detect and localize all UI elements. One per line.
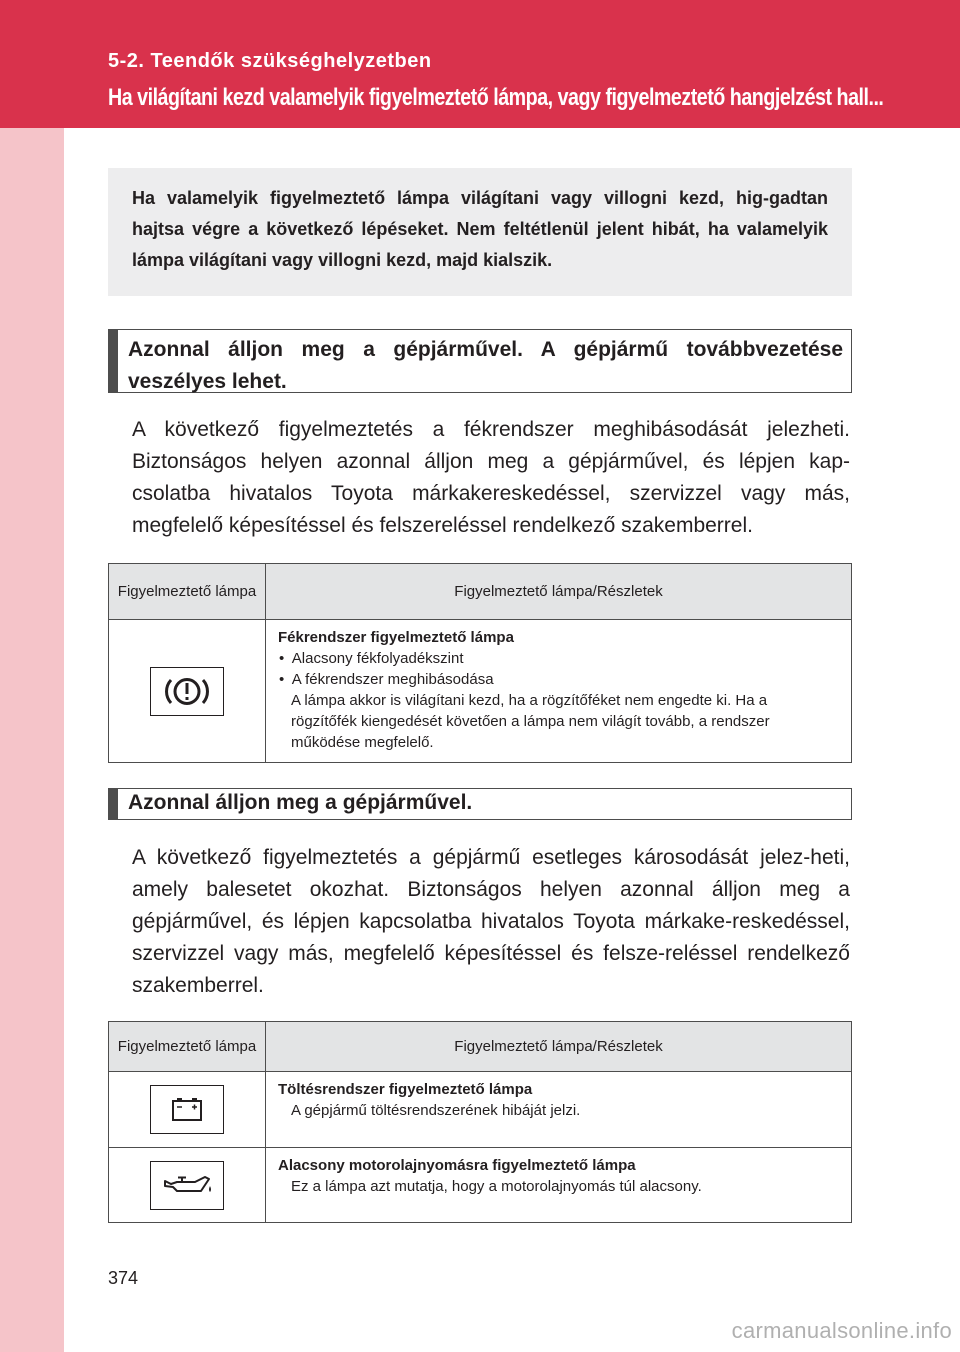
icon-cell	[109, 620, 266, 763]
column-header-lamp: Figyelmeztető lámpa	[109, 1022, 266, 1072]
column-header-details: Figyelmeztető lámpa/Részletek	[266, 1022, 852, 1072]
table-header-row	[109, 1022, 852, 1072]
detail-cell	[266, 1148, 852, 1223]
lamp-description: A gépjármű töltésrendszerének hibáját jelzi.	[291, 1102, 581, 1119]
page-header	[0, 0, 960, 128]
table-row	[109, 1148, 852, 1223]
brake-warning-icon	[150, 667, 224, 716]
detail-cell	[266, 1072, 852, 1148]
oil-pressure-icon	[150, 1161, 224, 1210]
detail-cell	[266, 620, 852, 763]
intro-box	[108, 168, 852, 296]
brake-warning-table	[108, 563, 852, 763]
lamp-description: Ez a lámpa azt mutatja, hogy a motorolajnyomás túl alacsony.	[291, 1178, 702, 1195]
section2-body: A következő figyelmeztetés a gépjármű esetleges károsodását jelez-heti, amely balesetet okozhat. Biztonságos helyen azonnal álljon meg a gépjárművel, és lépjen kapcsolatba hivatalos Toyota márkake-reskedéssel, szervizzel vagy más, megfelelő képesítéssel és felsze-reléssel rendelkező szakemberrel.	[132, 846, 850, 997]
lamp-title: Alacsony motorolajnyomásra figyelmeztető lámpa	[278, 1157, 636, 1174]
lamp-title: Fékrendszer figyelmeztető lámpa	[278, 629, 514, 646]
intro-text: Ha valamelyik figyelmeztető lámpa világítani vagy villogni kezd, hig-gadtan hajtsa végre a következő lépéseket. Nem feltétlenül jelent hibát, ha valamelyik lámpa világítani vagy villogni kezd, majd kialszik.	[132, 188, 828, 270]
table-row	[109, 1072, 852, 1148]
watermark: carmanualsonline.info	[731, 1318, 952, 1343]
list-item: • A fékrendszer meghibásodása	[279, 671, 494, 688]
icon-cell	[109, 1148, 266, 1223]
table-row	[109, 620, 852, 763]
left-margin-band	[0, 0, 64, 1352]
list-item: • Alacsony fékfolyadékszint	[279, 650, 464, 667]
section1-body: A következő figyelmeztetés a fékrendszer meghibásodását jelezheti. Biztonságos helyen azonnal álljon meg a gépjárművel, és lépjen kap-csolatba hivatalos Toyota márkakereskedéssel, szervizzel vagy más, megfelelő képesítéssel és felszereléssel rendelkező szakemberrel.	[132, 418, 850, 537]
section2-heading: Azonnal álljon meg a gépjárművel.	[108, 788, 852, 820]
battery-charge-icon	[150, 1085, 224, 1134]
section1-heading: Azonnal álljon meg a gépjárművel. A gépjármű továbbvezetése veszélyes lehet.	[108, 329, 852, 393]
section-label: 5-2. Teendők szükséghelyzetben	[108, 50, 432, 72]
lamp-title: Töltésrendszer figyelmeztető lámpa	[278, 1081, 533, 1098]
table-header-row	[109, 564, 852, 620]
column-header-lamp: Figyelmeztető lámpa	[109, 564, 266, 620]
column-header-details: Figyelmeztető lámpa/Részletek	[266, 564, 852, 620]
page-title: Ha világítani kezd valamelyik figyelmeztető lámpa, vagy figyelmeztető hangjelzést hall...	[108, 84, 884, 111]
page-number: 374	[108, 1268, 139, 1288]
icon-cell	[109, 1072, 266, 1148]
lamp-note: A lámpa akkor is világítani kezd, ha a rögzítőféket nem engedte ki. Ha a rögzítőfék kiengedését követően a lámpa nem világít tovább, a rendszer működése megfelelő.	[291, 692, 770, 751]
charging-oil-warning-table	[108, 1021, 852, 1223]
